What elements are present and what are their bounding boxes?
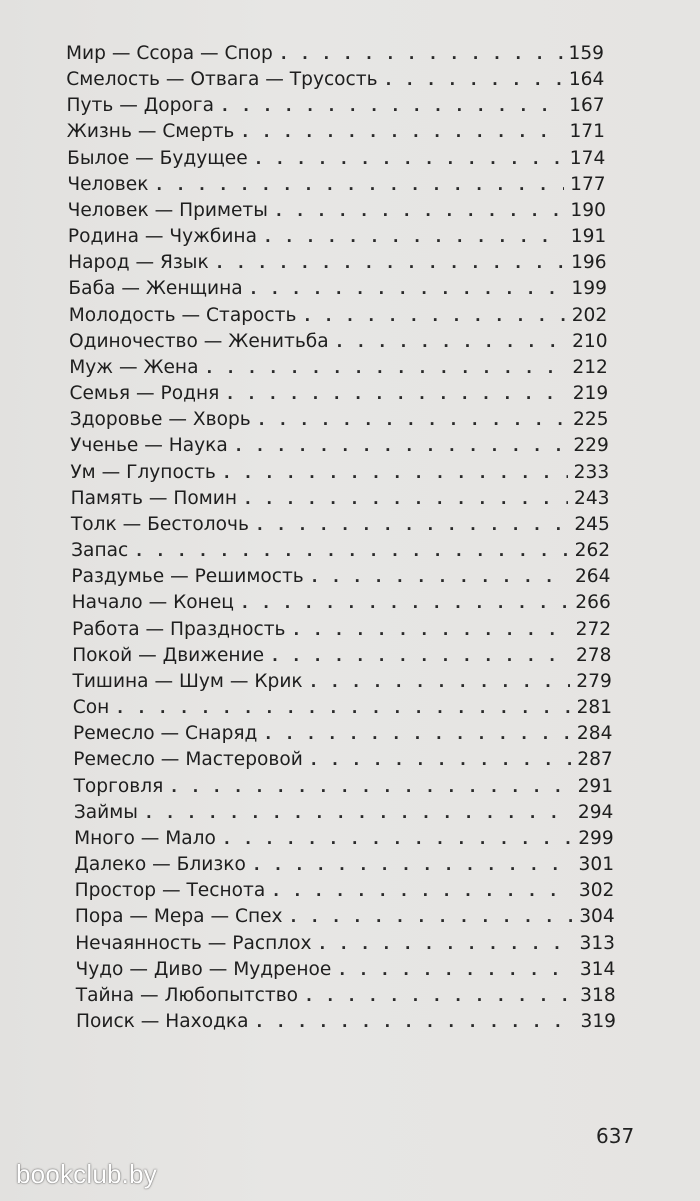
dot-leader bbox=[117, 695, 570, 721]
toc-entry bbox=[72, 669, 611, 695]
toc-entry bbox=[75, 878, 615, 904]
toc-entry bbox=[71, 564, 610, 590]
toc-entry-page: 266 bbox=[575, 592, 611, 614]
toc-entry bbox=[68, 250, 606, 276]
toc-entry-page: 190 bbox=[570, 199, 606, 221]
dot-leader bbox=[265, 224, 565, 250]
toc-entry-title: Толк — Бестолочь bbox=[70, 513, 249, 535]
toc-entry-title: Ремесло — Снаряд bbox=[73, 723, 258, 745]
toc-entry-title: Человек — Приметы bbox=[67, 199, 268, 221]
toc-entry-title: Одиночество — Женитьба bbox=[68, 330, 329, 352]
toc-entry-page: 199 bbox=[571, 278, 607, 300]
toc-entry-page: 233 bbox=[573, 461, 610, 483]
toc-entry bbox=[75, 904, 615, 930]
toc-entry-title: Ремесло — Мастеровой bbox=[73, 749, 303, 771]
toc-entry-title: Торговля bbox=[73, 775, 164, 797]
dot-leader bbox=[257, 512, 568, 538]
toc-entry-page: 219 bbox=[572, 383, 609, 405]
toc-entry-title: Далеко — Близко bbox=[74, 854, 246, 876]
toc-entry-page: 291 bbox=[577, 775, 614, 797]
dot-leader bbox=[337, 329, 566, 355]
toc-entry-title: Работа — Праздность bbox=[71, 618, 286, 640]
dot-leader bbox=[136, 538, 568, 564]
toc-entry-page: 294 bbox=[577, 801, 614, 823]
dot-leader bbox=[259, 407, 567, 433]
toc-entry-title: Нечаянность — Расплох bbox=[75, 932, 312, 954]
toc-entry bbox=[68, 224, 606, 250]
toc-entry bbox=[66, 41, 604, 67]
toc-entry bbox=[68, 276, 606, 302]
toc-entry-title: Смелость — Отвага — Трусость bbox=[66, 69, 378, 91]
toc-entry-title: Здоровье — Хворь bbox=[69, 409, 251, 431]
toc-entry-page: 302 bbox=[578, 880, 615, 902]
toc-entry-page: 167 bbox=[569, 95, 605, 117]
toc-entry-page: 177 bbox=[570, 173, 606, 195]
toc-entry-page: 314 bbox=[579, 958, 616, 980]
toc-entry-page: 243 bbox=[574, 487, 610, 509]
toc-entry-title: Путь — Дорога bbox=[66, 95, 214, 117]
toc-entry-page: 278 bbox=[575, 644, 612, 666]
toc-entry bbox=[76, 1009, 616, 1035]
toc-entry-title: Семья — Родня bbox=[69, 383, 220, 405]
toc-entry-title: Ум — Глупость bbox=[70, 461, 216, 483]
toc-entry-title: Пора — Мера — Спех bbox=[74, 906, 283, 928]
dot-leader bbox=[311, 669, 571, 695]
dot-leader bbox=[222, 93, 563, 119]
toc-entry-page: 304 bbox=[579, 906, 615, 928]
toc-entry bbox=[66, 67, 604, 93]
toc-entry-page: 287 bbox=[577, 749, 613, 771]
toc-entry-page: 164 bbox=[568, 69, 605, 91]
toc-entry-page: 264 bbox=[574, 566, 611, 588]
toc-entry bbox=[76, 983, 616, 1009]
toc-entry-title: Много — Мало bbox=[74, 827, 216, 849]
toc-entry bbox=[67, 119, 605, 145]
toc-entry-title: Баба — Женщина bbox=[68, 278, 243, 300]
dot-leader bbox=[206, 355, 566, 381]
dot-leader bbox=[294, 617, 570, 643]
toc-entry-page: 212 bbox=[572, 356, 608, 378]
toc-entry-title: Чудо — Диво — Мудреное bbox=[75, 958, 332, 980]
toc-entry bbox=[74, 852, 614, 878]
toc-entry-title: Простор — Теснота bbox=[74, 880, 266, 902]
dot-leader bbox=[227, 381, 566, 407]
toc-entry-title: Жизнь — Смерть bbox=[66, 121, 235, 143]
toc-entry bbox=[74, 826, 614, 852]
toc-entry-page: 196 bbox=[571, 252, 607, 274]
watermark: bookclub.by bbox=[16, 1159, 157, 1189]
toc-entry-page: 301 bbox=[578, 854, 615, 876]
toc-entry-page: 210 bbox=[572, 330, 608, 352]
dot-leader bbox=[242, 119, 563, 145]
dot-leader bbox=[291, 904, 574, 930]
toc-entry bbox=[69, 355, 608, 381]
toc-entry-title: Займы bbox=[73, 801, 138, 823]
dot-leader bbox=[171, 774, 571, 800]
dot-leader bbox=[339, 957, 574, 983]
toc-entry bbox=[72, 617, 611, 643]
toc-entry-title: Былое — Будущее bbox=[67, 147, 248, 169]
toc-entry-title: Тишина — Шум — Крик bbox=[72, 670, 303, 692]
toc-entry bbox=[75, 931, 615, 957]
toc-entry-title: Человек bbox=[67, 173, 149, 195]
toc-entry bbox=[70, 381, 609, 407]
toc-entry bbox=[67, 172, 605, 198]
toc-entry-page: 159 bbox=[568, 43, 604, 64]
dot-leader bbox=[256, 146, 564, 172]
dot-leader bbox=[273, 878, 573, 904]
toc-entry bbox=[73, 721, 612, 747]
toc-entry-page: 272 bbox=[575, 618, 612, 640]
toc-entry-page: 174 bbox=[569, 147, 606, 169]
toc-entry-page: 313 bbox=[579, 932, 616, 954]
dot-leader bbox=[236, 433, 568, 459]
dot-leader bbox=[224, 460, 568, 486]
toc-entry-page: 245 bbox=[574, 513, 610, 535]
dot-leader bbox=[156, 172, 564, 198]
toc-entry bbox=[71, 486, 610, 512]
toc-entry-title: Молодость — Старость bbox=[68, 304, 297, 326]
dot-leader bbox=[272, 643, 570, 669]
toc-entry-title: Запас bbox=[71, 540, 129, 562]
toc-entry-page: 318 bbox=[580, 984, 616, 1006]
toc-entry-title: Раздумье — Решимость bbox=[71, 566, 304, 588]
dot-leader bbox=[386, 67, 563, 93]
toc-entry bbox=[70, 460, 609, 486]
page-number: 637 bbox=[596, 1124, 635, 1148]
toc-entry bbox=[70, 433, 609, 459]
toc-entry-page: 281 bbox=[576, 697, 613, 719]
toc-entry-page: 279 bbox=[576, 670, 612, 692]
toc-entry bbox=[71, 512, 610, 538]
dot-leader bbox=[276, 198, 564, 224]
toc-entry-title: Муж — Жена bbox=[69, 356, 199, 378]
toc-entry bbox=[71, 538, 610, 564]
dot-leader bbox=[311, 747, 571, 773]
dot-leader bbox=[306, 983, 574, 1009]
dot-leader bbox=[251, 276, 566, 302]
toc-entry bbox=[73, 747, 612, 773]
toc-entry bbox=[74, 774, 614, 800]
dot-leader bbox=[146, 800, 572, 826]
toc-entry bbox=[68, 198, 606, 224]
toc-entry-page: 191 bbox=[570, 226, 607, 248]
toc-entry-title: Начало — Конец bbox=[71, 592, 234, 614]
toc-entry-title: Родина — Чужбина bbox=[67, 226, 257, 248]
dot-leader bbox=[320, 931, 574, 957]
toc-entry-page: 319 bbox=[580, 1011, 616, 1032]
toc-entry bbox=[70, 407, 609, 433]
toc-entry-page: 171 bbox=[569, 121, 605, 143]
toc-entry bbox=[69, 329, 608, 355]
toc-entry-page: 299 bbox=[578, 827, 614, 849]
toc-entry-page: 284 bbox=[576, 723, 613, 745]
toc-entry bbox=[67, 93, 605, 119]
toc-entry bbox=[72, 590, 611, 616]
dot-leader bbox=[281, 41, 563, 67]
toc-entry-title: Ученье — Наука bbox=[70, 435, 228, 457]
toc-entry bbox=[69, 303, 608, 329]
dot-leader bbox=[257, 1009, 575, 1035]
toc-entry-title: Поиск — Находка bbox=[76, 1011, 249, 1032]
dot-leader bbox=[242, 590, 569, 616]
toc-entry-title: Мир — Ссора — Спор bbox=[66, 43, 273, 64]
dot-leader bbox=[304, 303, 565, 329]
dot-leader bbox=[265, 721, 570, 747]
toc-entry bbox=[73, 695, 612, 721]
dot-leader bbox=[217, 250, 565, 276]
toc-entry-title: Память — Помин bbox=[70, 487, 238, 509]
dot-leader bbox=[254, 852, 573, 878]
toc-entry bbox=[75, 957, 615, 983]
toc-entry-title: Тайна — Любопытство bbox=[75, 984, 299, 1006]
toc-entry-title: Народ — Язык bbox=[68, 252, 209, 274]
dot-leader bbox=[224, 826, 572, 852]
dot-leader bbox=[245, 486, 568, 512]
toc-entry-page: 225 bbox=[573, 409, 609, 431]
dot-leader bbox=[312, 564, 569, 590]
toc-entry-page: 262 bbox=[574, 540, 611, 562]
toc-entry bbox=[67, 146, 605, 172]
toc-entry-page: 202 bbox=[571, 304, 608, 326]
toc-entry-page: 229 bbox=[573, 435, 609, 457]
toc-entry bbox=[72, 643, 611, 669]
toc-entry bbox=[74, 800, 614, 826]
toc-entry-title: Сон bbox=[72, 697, 110, 719]
toc-entry-title: Покой — Движение bbox=[72, 644, 265, 666]
